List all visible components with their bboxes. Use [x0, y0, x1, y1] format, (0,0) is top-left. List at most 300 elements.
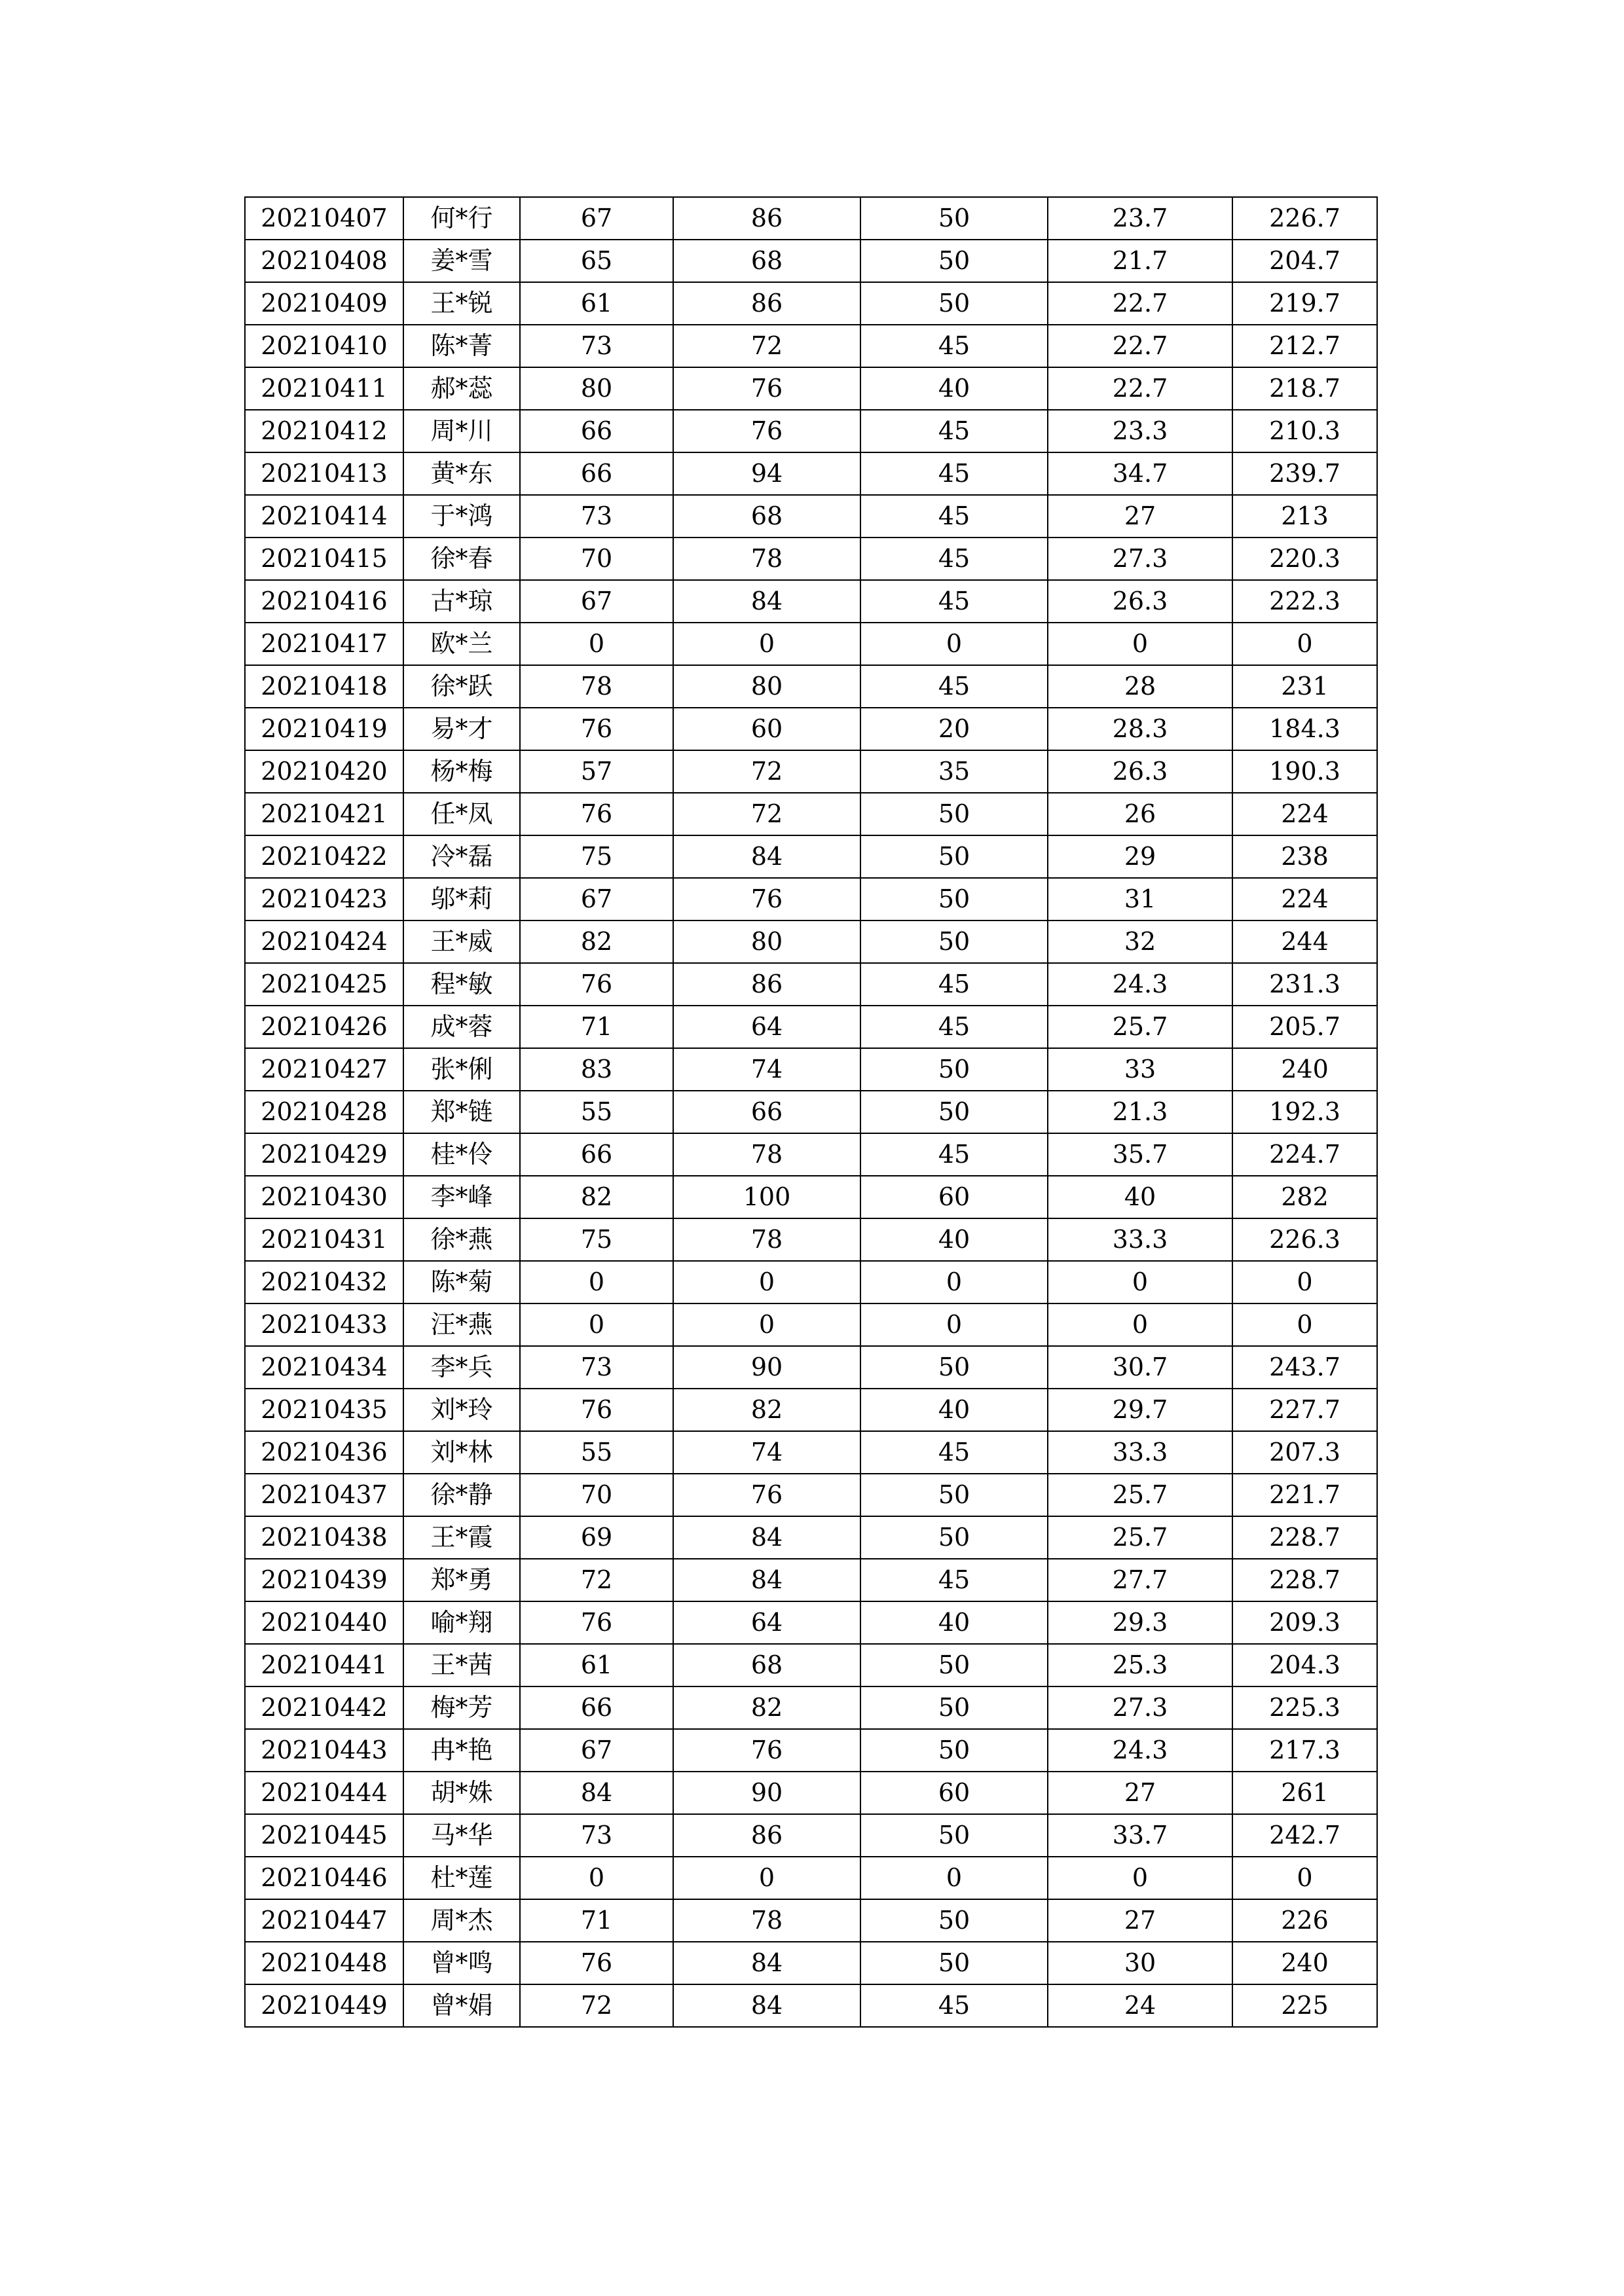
student-id-cell: 20210440	[245, 1601, 403, 1644]
student-name-cell: 姜*雪	[403, 240, 520, 282]
total-score-cell: 224	[1232, 878, 1377, 920]
table-row	[245, 495, 1377, 538]
table-row	[245, 665, 1377, 708]
score-4-cell: 30.7	[1048, 1346, 1232, 1389]
table-row	[245, 1303, 1377, 1346]
score-1-cell: 76	[520, 1942, 673, 1984]
score-4-cell: 28.3	[1048, 708, 1232, 750]
student-name-cell: 王*锐	[403, 282, 520, 325]
student-name-cell: 徐*静	[403, 1474, 520, 1516]
student-id-cell: 20210425	[245, 963, 403, 1006]
score-2-cell: 78	[673, 1133, 860, 1176]
student-id-cell: 20210432	[245, 1261, 403, 1303]
student-name-cell: 徐*春	[403, 538, 520, 580]
score-3-cell: 50	[860, 793, 1048, 835]
table-row	[245, 1048, 1377, 1091]
score-1-cell: 67	[520, 878, 673, 920]
student-name-cell: 梅*芳	[403, 1686, 520, 1729]
table-row	[245, 920, 1377, 963]
score-2-cell: 86	[673, 1814, 860, 1857]
score-4-cell: 24.3	[1048, 1729, 1232, 1772]
total-score-cell: 0	[1232, 1261, 1377, 1303]
table-row	[245, 1899, 1377, 1942]
score-1-cell: 72	[520, 1984, 673, 2027]
score-1-cell: 76	[520, 708, 673, 750]
score-3-cell: 50	[860, 835, 1048, 878]
total-score-cell: 244	[1232, 920, 1377, 963]
table-row	[245, 1857, 1377, 1899]
student-id-cell: 20210435	[245, 1389, 403, 1431]
score-2-cell: 72	[673, 325, 860, 367]
score-1-cell: 55	[520, 1091, 673, 1133]
total-score-cell: 204.7	[1232, 240, 1377, 282]
table-row	[245, 1772, 1377, 1814]
score-4-cell: 26.3	[1048, 750, 1232, 793]
score-3-cell: 45	[860, 410, 1048, 452]
score-2-cell: 0	[673, 1857, 860, 1899]
student-name-cell: 郝*蕊	[403, 367, 520, 410]
student-name-cell: 刘*玲	[403, 1389, 520, 1431]
score-1-cell: 69	[520, 1516, 673, 1559]
score-1-cell: 66	[520, 410, 673, 452]
table-row	[245, 1091, 1377, 1133]
student-id-cell: 20210445	[245, 1814, 403, 1857]
table-row	[245, 878, 1377, 920]
student-name-cell: 何*行	[403, 197, 520, 240]
score-4-cell: 23.7	[1048, 197, 1232, 240]
score-2-cell: 86	[673, 197, 860, 240]
score-table	[244, 196, 1378, 2028]
student-id-cell: 20210449	[245, 1984, 403, 2027]
score-4-cell: 22.7	[1048, 367, 1232, 410]
score-2-cell: 78	[673, 1218, 860, 1261]
student-id-cell: 20210436	[245, 1431, 403, 1474]
score-2-cell: 90	[673, 1346, 860, 1389]
table-row	[245, 1346, 1377, 1389]
score-4-cell: 27.7	[1048, 1559, 1232, 1601]
total-score-cell: 204.3	[1232, 1644, 1377, 1686]
student-name-cell: 陈*菁	[403, 325, 520, 367]
score-4-cell: 27.3	[1048, 538, 1232, 580]
score-2-cell: 0	[673, 1303, 860, 1346]
score-1-cell: 76	[520, 1601, 673, 1644]
total-score-cell: 0	[1232, 623, 1377, 665]
score-4-cell: 26.3	[1048, 580, 1232, 623]
student-id-cell: 20210443	[245, 1729, 403, 1772]
student-name-cell: 曾*鸣	[403, 1942, 520, 1984]
total-score-cell: 226	[1232, 1899, 1377, 1942]
score-2-cell: 66	[673, 1091, 860, 1133]
score-2-cell: 84	[673, 580, 860, 623]
student-name-cell: 周*杰	[403, 1899, 520, 1942]
table-row	[245, 1474, 1377, 1516]
table-row	[245, 835, 1377, 878]
score-4-cell: 25.7	[1048, 1474, 1232, 1516]
student-id-cell: 20210431	[245, 1218, 403, 1261]
student-name-cell: 王*茜	[403, 1644, 520, 1686]
score-1-cell: 76	[520, 963, 673, 1006]
score-table-body	[245, 197, 1377, 2027]
total-score-cell: 282	[1232, 1176, 1377, 1218]
score-3-cell: 50	[860, 920, 1048, 963]
table-row	[245, 1006, 1377, 1048]
table-row	[245, 1601, 1377, 1644]
score-3-cell: 50	[860, 878, 1048, 920]
student-id-cell: 20210434	[245, 1346, 403, 1389]
score-3-cell: 50	[860, 1048, 1048, 1091]
score-3-cell: 45	[860, 1006, 1048, 1048]
score-1-cell: 67	[520, 1729, 673, 1772]
score-4-cell: 27	[1048, 1772, 1232, 1814]
score-3-cell: 45	[860, 580, 1048, 623]
score-4-cell: 0	[1048, 1303, 1232, 1346]
total-score-cell: 212.7	[1232, 325, 1377, 367]
score-2-cell: 84	[673, 1559, 860, 1601]
total-score-cell: 225.3	[1232, 1686, 1377, 1729]
student-id-cell: 20210413	[245, 452, 403, 495]
score-2-cell: 0	[673, 1261, 860, 1303]
student-name-cell: 李*兵	[403, 1346, 520, 1389]
student-id-cell: 20210412	[245, 410, 403, 452]
total-score-cell: 226.7	[1232, 197, 1377, 240]
student-id-cell: 20210415	[245, 538, 403, 580]
student-id-cell: 20210420	[245, 750, 403, 793]
score-2-cell: 68	[673, 240, 860, 282]
score-3-cell: 50	[860, 1644, 1048, 1686]
student-id-cell: 20210424	[245, 920, 403, 963]
score-1-cell: 75	[520, 1218, 673, 1261]
score-3-cell: 45	[860, 495, 1048, 538]
score-1-cell: 57	[520, 750, 673, 793]
student-name-cell: 刘*林	[403, 1431, 520, 1474]
score-2-cell: 68	[673, 1644, 860, 1686]
student-id-cell: 20210421	[245, 793, 403, 835]
student-name-cell: 程*敏	[403, 963, 520, 1006]
score-2-cell: 76	[673, 1474, 860, 1516]
score-3-cell: 45	[860, 452, 1048, 495]
student-id-cell: 20210426	[245, 1006, 403, 1048]
student-name-cell: 郑*链	[403, 1091, 520, 1133]
score-4-cell: 34.7	[1048, 452, 1232, 495]
score-2-cell: 74	[673, 1048, 860, 1091]
table-row	[245, 580, 1377, 623]
total-score-cell: 209.3	[1232, 1601, 1377, 1644]
score-2-cell: 80	[673, 920, 860, 963]
score-1-cell: 66	[520, 1133, 673, 1176]
student-name-cell: 马*华	[403, 1814, 520, 1857]
student-name-cell: 王*霞	[403, 1516, 520, 1559]
student-id-cell: 20210407	[245, 197, 403, 240]
score-1-cell: 0	[520, 1261, 673, 1303]
total-score-cell: 225	[1232, 1984, 1377, 2027]
score-2-cell: 0	[673, 623, 860, 665]
total-score-cell: 0	[1232, 1303, 1377, 1346]
score-4-cell: 24	[1048, 1984, 1232, 2027]
score-1-cell: 82	[520, 920, 673, 963]
table-row	[245, 452, 1377, 495]
total-score-cell: 224	[1232, 793, 1377, 835]
total-score-cell: 242.7	[1232, 1814, 1377, 1857]
score-4-cell: 29	[1048, 835, 1232, 878]
table-row	[245, 197, 1377, 240]
score-1-cell: 61	[520, 282, 673, 325]
score-1-cell: 82	[520, 1176, 673, 1218]
student-id-cell: 20210422	[245, 835, 403, 878]
total-score-cell: 192.3	[1232, 1091, 1377, 1133]
score-1-cell: 66	[520, 452, 673, 495]
student-name-cell: 徐*跃	[403, 665, 520, 708]
table-row	[245, 1176, 1377, 1218]
table-row	[245, 623, 1377, 665]
student-id-cell: 20210429	[245, 1133, 403, 1176]
total-score-cell: 239.7	[1232, 452, 1377, 495]
score-2-cell: 80	[673, 665, 860, 708]
score-2-cell: 64	[673, 1006, 860, 1048]
score-2-cell: 86	[673, 282, 860, 325]
table-row	[245, 240, 1377, 282]
total-score-cell: 228.7	[1232, 1516, 1377, 1559]
score-3-cell: 45	[860, 538, 1048, 580]
student-name-cell: 李*峰	[403, 1176, 520, 1218]
student-name-cell: 欧*兰	[403, 623, 520, 665]
student-id-cell: 20210439	[245, 1559, 403, 1601]
student-id-cell: 20210409	[245, 282, 403, 325]
score-2-cell: 76	[673, 367, 860, 410]
score-1-cell: 73	[520, 1346, 673, 1389]
total-score-cell: 217.3	[1232, 1729, 1377, 1772]
score-1-cell: 80	[520, 367, 673, 410]
total-score-cell: 231	[1232, 665, 1377, 708]
score-1-cell: 84	[520, 1772, 673, 1814]
score-1-cell: 0	[520, 623, 673, 665]
score-3-cell: 50	[860, 1942, 1048, 1984]
score-3-cell: 45	[860, 1431, 1048, 1474]
score-1-cell: 78	[520, 665, 673, 708]
score-1-cell: 75	[520, 835, 673, 878]
score-2-cell: 84	[673, 835, 860, 878]
score-2-cell: 84	[673, 1516, 860, 1559]
score-1-cell: 76	[520, 793, 673, 835]
score-4-cell: 25.3	[1048, 1644, 1232, 1686]
student-name-cell: 邬*莉	[403, 878, 520, 920]
table-row	[245, 1814, 1377, 1857]
score-2-cell: 72	[673, 793, 860, 835]
table-row	[245, 793, 1377, 835]
score-4-cell: 31	[1048, 878, 1232, 920]
score-2-cell: 84	[673, 1942, 860, 1984]
student-id-cell: 20210427	[245, 1048, 403, 1091]
total-score-cell: 261	[1232, 1772, 1377, 1814]
score-3-cell: 35	[860, 750, 1048, 793]
table-row	[245, 1984, 1377, 2027]
total-score-cell: 218.7	[1232, 367, 1377, 410]
score-3-cell: 45	[860, 963, 1048, 1006]
score-4-cell: 0	[1048, 1261, 1232, 1303]
table-row	[245, 1516, 1377, 1559]
score-3-cell: 50	[860, 1474, 1048, 1516]
total-score-cell: 220.3	[1232, 538, 1377, 580]
table-row	[245, 1218, 1377, 1261]
score-4-cell: 33	[1048, 1048, 1232, 1091]
score-3-cell: 45	[860, 1133, 1048, 1176]
score-4-cell: 28	[1048, 665, 1232, 708]
table-row	[245, 282, 1377, 325]
score-4-cell: 22.7	[1048, 325, 1232, 367]
score-4-cell: 25.7	[1048, 1006, 1232, 1048]
score-1-cell: 73	[520, 1814, 673, 1857]
score-1-cell: 76	[520, 1389, 673, 1431]
student-name-cell: 成*蓉	[403, 1006, 520, 1048]
student-id-cell: 20210408	[245, 240, 403, 282]
student-name-cell: 喻*翔	[403, 1601, 520, 1644]
total-score-cell: 207.3	[1232, 1431, 1377, 1474]
score-4-cell: 0	[1048, 1857, 1232, 1899]
total-score-cell: 210.3	[1232, 410, 1377, 452]
student-id-cell: 20210437	[245, 1474, 403, 1516]
score-3-cell: 0	[860, 623, 1048, 665]
score-1-cell: 71	[520, 1899, 673, 1942]
student-id-cell: 20210447	[245, 1899, 403, 1942]
score-4-cell: 40	[1048, 1176, 1232, 1218]
total-score-cell: 213	[1232, 495, 1377, 538]
total-score-cell: 243.7	[1232, 1346, 1377, 1389]
student-name-cell: 徐*燕	[403, 1218, 520, 1261]
student-name-cell: 于*鸿	[403, 495, 520, 538]
score-1-cell: 73	[520, 325, 673, 367]
score-3-cell: 45	[860, 1559, 1048, 1601]
total-score-cell: 221.7	[1232, 1474, 1377, 1516]
total-score-cell: 240	[1232, 1048, 1377, 1091]
score-4-cell: 23.3	[1048, 410, 1232, 452]
table-row	[245, 325, 1377, 367]
score-4-cell: 33.7	[1048, 1814, 1232, 1857]
total-score-cell: 205.7	[1232, 1006, 1377, 1048]
score-2-cell: 90	[673, 1772, 860, 1814]
table-row	[245, 963, 1377, 1006]
score-3-cell: 50	[860, 1729, 1048, 1772]
score-3-cell: 60	[860, 1176, 1048, 1218]
score-1-cell: 0	[520, 1857, 673, 1899]
score-3-cell: 45	[860, 1984, 1048, 2027]
student-id-cell: 20210410	[245, 325, 403, 367]
score-1-cell: 70	[520, 538, 673, 580]
student-name-cell: 王*威	[403, 920, 520, 963]
score-1-cell: 66	[520, 1686, 673, 1729]
score-2-cell: 100	[673, 1176, 860, 1218]
student-id-cell: 20210416	[245, 580, 403, 623]
score-1-cell: 65	[520, 240, 673, 282]
score-1-cell: 73	[520, 495, 673, 538]
total-score-cell: 219.7	[1232, 282, 1377, 325]
student-id-cell: 20210433	[245, 1303, 403, 1346]
score-4-cell: 33.3	[1048, 1218, 1232, 1261]
score-4-cell: 32	[1048, 920, 1232, 963]
student-id-cell: 20210444	[245, 1772, 403, 1814]
score-2-cell: 78	[673, 1899, 860, 1942]
table-row	[245, 1644, 1377, 1686]
student-name-cell: 冉*艳	[403, 1729, 520, 1772]
score-2-cell: 76	[673, 410, 860, 452]
student-id-cell: 20210418	[245, 665, 403, 708]
score-4-cell: 22.7	[1048, 282, 1232, 325]
score-4-cell: 27.3	[1048, 1686, 1232, 1729]
total-score-cell: 222.3	[1232, 580, 1377, 623]
table-row	[245, 750, 1377, 793]
score-1-cell: 0	[520, 1303, 673, 1346]
student-name-cell: 古*琼	[403, 580, 520, 623]
student-id-cell: 20210417	[245, 623, 403, 665]
table-row	[245, 410, 1377, 452]
table-row	[245, 538, 1377, 580]
score-4-cell: 29.7	[1048, 1389, 1232, 1431]
score-2-cell: 82	[673, 1389, 860, 1431]
table-row	[245, 367, 1377, 410]
score-4-cell: 25.7	[1048, 1516, 1232, 1559]
total-score-cell: 184.3	[1232, 708, 1377, 750]
score-1-cell: 67	[520, 580, 673, 623]
score-4-cell: 21.7	[1048, 240, 1232, 282]
score-4-cell: 30	[1048, 1942, 1232, 1984]
score-3-cell: 45	[860, 325, 1048, 367]
score-2-cell: 78	[673, 538, 860, 580]
student-id-cell: 20210430	[245, 1176, 403, 1218]
table-row	[245, 1729, 1377, 1772]
score-4-cell: 29.3	[1048, 1601, 1232, 1644]
student-id-cell: 20210414	[245, 495, 403, 538]
score-3-cell: 50	[860, 1346, 1048, 1389]
total-score-cell: 231.3	[1232, 963, 1377, 1006]
score-3-cell: 50	[860, 1091, 1048, 1133]
student-name-cell: 任*凤	[403, 793, 520, 835]
table-row	[245, 1431, 1377, 1474]
score-2-cell: 76	[673, 878, 860, 920]
score-2-cell: 86	[673, 963, 860, 1006]
total-score-cell: 190.3	[1232, 750, 1377, 793]
score-4-cell: 27	[1048, 1899, 1232, 1942]
score-2-cell: 68	[673, 495, 860, 538]
total-score-cell: 238	[1232, 835, 1377, 878]
student-name-cell: 杨*梅	[403, 750, 520, 793]
score-3-cell: 40	[860, 367, 1048, 410]
score-3-cell: 50	[860, 1516, 1048, 1559]
score-3-cell: 50	[860, 197, 1048, 240]
score-1-cell: 70	[520, 1474, 673, 1516]
table-row	[245, 1559, 1377, 1601]
student-name-cell: 陈*菊	[403, 1261, 520, 1303]
score-3-cell: 50	[860, 240, 1048, 282]
score-3-cell: 0	[860, 1303, 1048, 1346]
total-score-cell: 0	[1232, 1857, 1377, 1899]
total-score-cell: 226.3	[1232, 1218, 1377, 1261]
score-1-cell: 83	[520, 1048, 673, 1091]
student-id-cell: 20210423	[245, 878, 403, 920]
student-name-cell: 易*才	[403, 708, 520, 750]
score-2-cell: 72	[673, 750, 860, 793]
student-id-cell: 20210419	[245, 708, 403, 750]
table-row	[245, 1942, 1377, 1984]
score-4-cell: 21.3	[1048, 1091, 1232, 1133]
student-id-cell: 20210438	[245, 1516, 403, 1559]
student-id-cell: 20210441	[245, 1644, 403, 1686]
score-3-cell: 50	[860, 282, 1048, 325]
student-id-cell: 20210446	[245, 1857, 403, 1899]
student-name-cell: 冷*磊	[403, 835, 520, 878]
score-4-cell: 33.3	[1048, 1431, 1232, 1474]
score-4-cell: 27	[1048, 495, 1232, 538]
student-name-cell: 张*俐	[403, 1048, 520, 1091]
table-row	[245, 1389, 1377, 1431]
score-4-cell: 24.3	[1048, 963, 1232, 1006]
